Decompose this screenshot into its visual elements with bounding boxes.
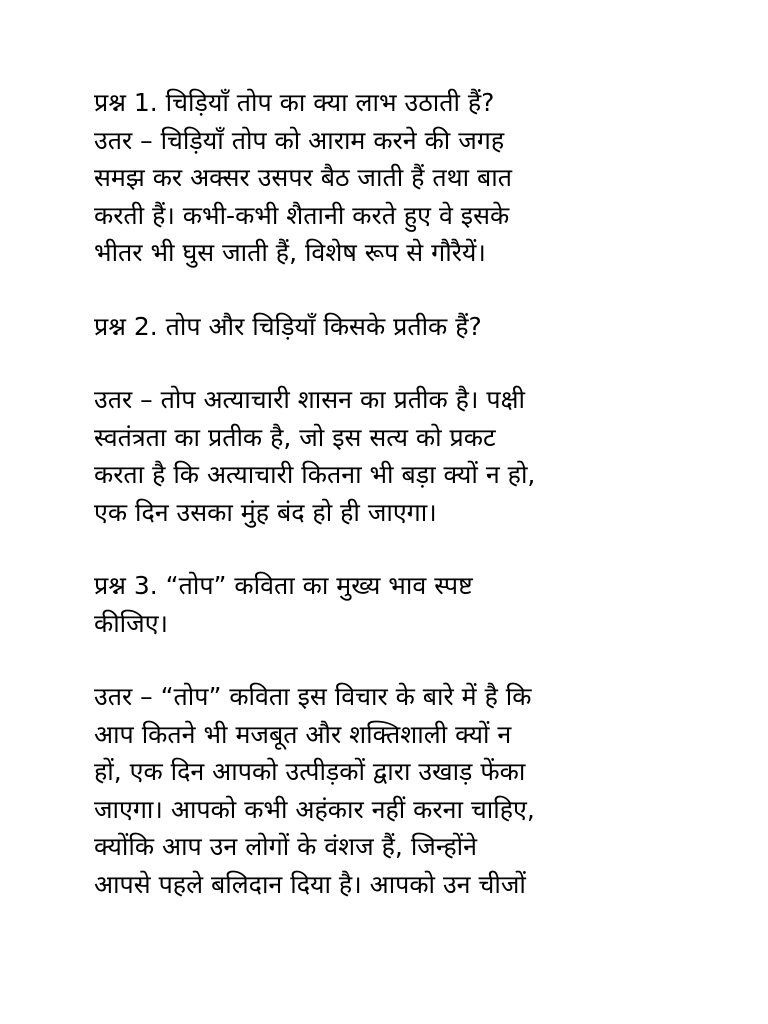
- paragraph-gap: [94, 531, 694, 567]
- question-1-text: प्रश्न 1. चिड़ियाँ तोप का क्या लाभ उठाती हैं?: [94, 88, 495, 117]
- question-block-1: [94, 84, 694, 272]
- question-3-text: कीजिए।: [94, 608, 169, 638]
- question-3-text: प्रश्न 3. “तोप” कविता का मुख्य भाव स्पष्ट: [94, 571, 473, 600]
- question-2-text: प्रश्न 2. तोप और चिड़ियाँ किसके प्रतीक हैं?: [94, 311, 482, 341]
- question-block-2: [94, 308, 694, 532]
- question-block-3: [94, 567, 694, 903]
- answer-3-line: उतर – “तोप” कविता इस विचार के बारे में है कि: [94, 682, 532, 711]
- answer-3-line: आपसे पहले बलिदान दिया है। आपको उन चीजों: [94, 869, 526, 899]
- answer-1-line: भीतर भी घुस जाती हैं, विशेष रूप से गौरैयें।: [94, 238, 486, 267]
- document-body: [94, 84, 694, 903]
- answer-3-line: जाएगा। आपको कभी अहंकार नहीं करना चाहिए,: [94, 794, 535, 824]
- answer-2-line: उतर – तोप अत्याचारी शासन का प्रतीक है। पक्षी: [94, 385, 525, 414]
- answer-3-line: आप कितने भी मजबूत और शक्तिशाली क्यों न: [94, 719, 512, 749]
- paragraph-gap: [94, 345, 694, 381]
- answer-1-line: समझ कर अक्सर उसपर बैठ जाती हैं तथा बात: [94, 163, 513, 192]
- paragraph-gap: [94, 272, 694, 308]
- answer-2-line: एक दिन उसका मुंह बंद हो ही जाएगा।: [94, 497, 437, 527]
- answer-2-line: स्वतंत्रता का प्रतीक है, जो इस सत्य को प्रकट: [94, 422, 496, 452]
- answer-3-line: क्योंकि आप उन लोगों के वंशज हैं, जिन्होंने: [94, 832, 477, 861]
- answer-3-line: हों, एक दिन आपको उत्पीड़कों द्वारा उखाड़ फेंका: [94, 757, 526, 786]
- answer-2-line: करता है कि अत्याचारी कितना भी बड़ा क्यों न हो,: [94, 460, 536, 489]
- answer-1-line: करती हैं। कभी-कभी शैतानी करते हुए वे इसके: [94, 200, 510, 230]
- paragraph-gap: [94, 642, 694, 678]
- answer-1-line: उतर – चिड़ियाँ तोप को आराम करने की जगह: [94, 125, 505, 155]
